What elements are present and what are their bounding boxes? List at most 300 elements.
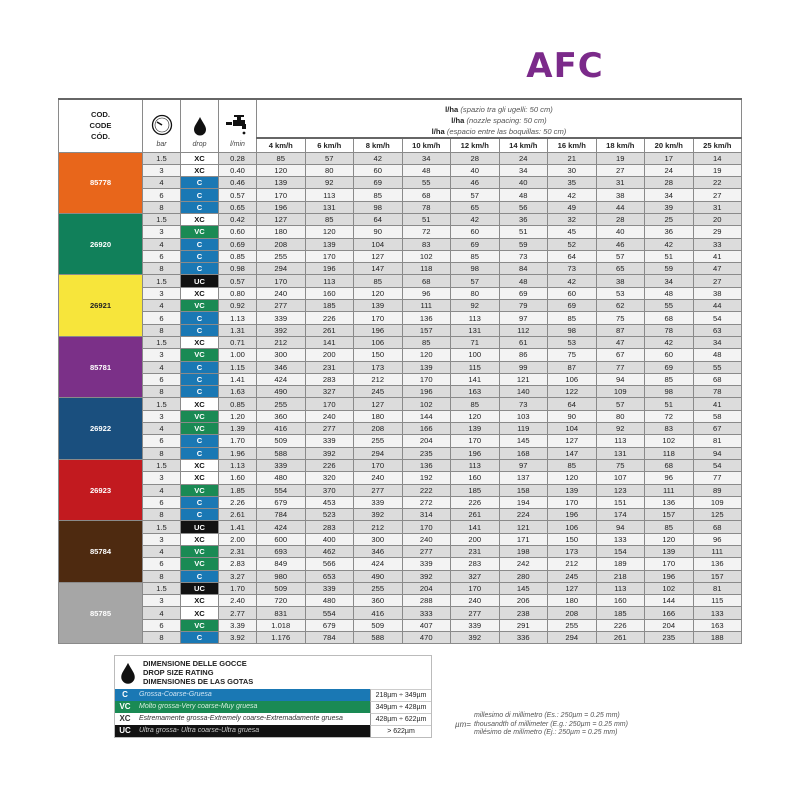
lha-value-cell: 294 [548,632,597,644]
lha-value-cell: 849 [257,558,306,570]
lha-unit: l/ha [451,116,465,125]
lha-value-cell: 58 [693,410,742,422]
flow-rate-cell: 1.00 [219,349,257,361]
pressure-cell: 4 [143,177,181,189]
lha-value-cell: 679 [257,496,306,508]
lha-value-cell: 170 [354,312,403,324]
lha-value-cell: 53 [596,287,645,299]
code-label-en: CODE [89,121,112,131]
lha-value-cell: 147 [548,447,597,459]
lha-value-cell: 25 [645,213,694,225]
flow-rate-cell: 2.31 [219,546,257,558]
table-row [59,312,742,324]
lha-value-cell: 170 [451,582,500,594]
drop-size-badge: VC [181,423,219,435]
pressure-cell: 1.5 [143,152,181,164]
lha-value-cell: 30 [548,164,597,176]
table-row [59,447,742,459]
lha-value-cell: 226 [596,619,645,631]
pressure-cell: 1.5 [143,459,181,471]
micron-note-it: millesimo di millimetro (Es.: 250µm = 0.25 mm) [473,712,620,719]
lha-value-cell: 67 [693,423,742,435]
flow-rate-cell: 1.13 [219,312,257,324]
lha-value-cell: 69 [548,300,597,312]
lha-value-cell: 69 [354,177,403,189]
micron-note [455,712,628,738]
lha-value-cell: 103 [499,410,548,422]
lha-value-cell: 59 [499,238,548,250]
lha-value-cell: 83 [402,238,451,250]
water-tap-icon [225,114,251,136]
lha-value-cell: 38 [596,189,645,201]
lha-value-cell: 208 [354,423,403,435]
flow-rate-cell: 2.00 [219,533,257,545]
nozzle-code-cell: 26921 [59,275,143,336]
lha-value-cell: 57 [596,250,645,262]
lha-value-cell: 118 [645,447,694,459]
lha-value-cell: 261 [305,324,354,336]
drop-size-badge: C [181,435,219,447]
lha-value-cell: 170 [451,435,500,447]
flow-rate-cell: 3.92 [219,632,257,644]
drop-size-badge: C [181,447,219,459]
drop-size-legend [114,655,432,738]
lha-value-cell: 48 [402,164,451,176]
lha-value-cell: 185 [596,607,645,619]
lha-value-cell: 277 [305,423,354,435]
micron-symbol: µm= [455,720,471,730]
drop-size-badge: XC [181,472,219,484]
lha-value-cell: 97 [499,312,548,324]
pressure-cell: 4 [143,238,181,250]
lha-value-cell: 36 [645,226,694,238]
lha-value-cell: 119 [499,423,548,435]
code-column-header [59,99,143,152]
lha-value-cell: 238 [499,607,548,619]
lha-value-cell: 85 [548,459,597,471]
table-row [59,201,742,213]
lha-value-cell: 79 [499,300,548,312]
table-row [59,275,742,287]
lha-value-cell: 327 [451,570,500,582]
lha-value-cell: 113 [451,459,500,471]
lha-value-cell: 133 [693,607,742,619]
table-row [59,484,742,496]
lha-value-cell: 111 [402,300,451,312]
lha-value-cell: 39 [645,201,694,213]
lha-value-cell: 120 [645,533,694,545]
lha-value-cell: 67 [596,349,645,361]
lha-value-cell: 46 [596,238,645,250]
legend-code: C [122,690,128,699]
lha-value-cell: 94 [596,521,645,533]
lha-value-cell: 240 [257,287,306,299]
lha-value-cell: 27 [693,189,742,201]
lha-value-cell: 261 [451,509,500,521]
lha-value-cell: 38 [596,275,645,287]
pressure-cell: 4 [143,300,181,312]
lha-value-cell: 21 [548,152,597,164]
lha-value-cell: 120 [354,287,403,299]
lha-value-cell: 131 [305,201,354,213]
lha-value-cell: 125 [693,509,742,521]
drop-size-badge: C [181,509,219,521]
lha-value-cell: 38 [693,287,742,299]
flow-rate-cell: 0.98 [219,263,257,275]
table-row [59,164,742,176]
lha-value-cell: 113 [305,189,354,201]
lha-value-cell: 29 [693,226,742,238]
table-row [59,287,742,299]
flow-rate-cell: 0.69 [219,238,257,250]
lha-value-cell: 85 [402,336,451,348]
lha-value-cell: 160 [305,287,354,299]
lha-value-cell: 141 [451,373,500,385]
lha-value-cell: 720 [257,595,306,607]
lha-value-cell: 113 [596,582,645,594]
lha-value-cell: 118 [402,263,451,275]
lha-value-cell: 97 [499,459,548,471]
lha-value-cell: 566 [305,558,354,570]
flow-rate-cell: 2.26 [219,496,257,508]
table-row [59,336,742,348]
lha-value-cell: 42 [645,336,694,348]
lha-note-es: (espacio entre las boquillas: 50 cm) [446,127,567,136]
lha-value-cell: 34 [645,189,694,201]
speed-column-header: 4 km/h [257,138,306,152]
lha-value-cell: 109 [693,496,742,508]
drop-size-badge: C [181,324,219,336]
lha-value-cell: 157 [402,324,451,336]
lha-value-cell: 136 [402,459,451,471]
lha-value-cell: 57 [451,189,500,201]
lha-value-cell: 44 [693,300,742,312]
table-row [59,582,742,594]
lha-note-en: (nozzle spacing: 50 cm) [466,116,547,125]
lha-value-cell: 84 [499,263,548,275]
lha-value-cell: 327 [305,386,354,398]
legend-range: 218µm ÷ 349µm [370,689,431,701]
lha-value-cell: 127 [548,435,597,447]
legend-range: 349µm ÷ 428µm [370,701,431,713]
table-row [59,472,742,484]
drop-size-badge: C [181,189,219,201]
lha-value-cell: 392 [257,324,306,336]
lha-value-cell: 48 [499,275,548,287]
drop-size-badge: UC [181,521,219,533]
lha-value-cell: 480 [257,472,306,484]
micron-note-es: milésimo de milímetro (Ej.: 250µm = 0.25 mm) [473,729,618,736]
pressure-cell: 8 [143,447,181,459]
pressure-cell: 6 [143,496,181,508]
lha-value-cell: 196 [548,509,597,521]
lha-value-cell: 127 [548,582,597,594]
lha-value-cell: 59 [645,263,694,275]
lha-value-cell: 49 [548,201,597,213]
lha-value-cell: 112 [499,324,548,336]
lha-value-cell: 72 [402,226,451,238]
lha-value-cell: 75 [548,349,597,361]
lha-value-cell: 218 [596,570,645,582]
lha-value-cell: 87 [596,324,645,336]
lha-value-cell: 255 [257,398,306,410]
lha-value-cell: 85 [354,275,403,287]
lha-value-cell: 96 [693,533,742,545]
lha-value-cell: 163 [693,619,742,631]
pressure-cell: 1.5 [143,275,181,287]
drop-size-badge: C [181,201,219,213]
lha-value-cell: 42 [645,238,694,250]
speed-column-header: 10 km/h [402,138,451,152]
legend-range: > 622µm [370,725,431,737]
lha-value-cell: 206 [499,595,548,607]
lha-value-cell: 54 [693,459,742,471]
lha-value-cell: 17 [645,152,694,164]
drop-size-badge: C [181,361,219,373]
lha-value-cell: 416 [354,607,403,619]
lha-value-cell: 33 [693,238,742,250]
lha-value-cell: 407 [402,619,451,631]
drop-size-badge: XC [181,607,219,619]
lha-value-cell: 115 [693,595,742,607]
legend-header [115,656,431,689]
pressure-cell: 8 [143,509,181,521]
lha-value-cell: 57 [305,152,354,164]
lha-value-cell: 157 [645,509,694,521]
drop-size-badge: XC [181,459,219,471]
flow-rate-cell: 0.85 [219,250,257,262]
flow-rate-cell: 2.77 [219,607,257,619]
nozzle-code-cell: 26922 [59,398,143,459]
drop-size-badge: XC [181,213,219,225]
lha-value-cell: 80 [596,410,645,422]
lha-value-cell: 28 [645,177,694,189]
pressure-cell: 8 [143,201,181,213]
lha-value-cell: 231 [305,361,354,373]
lha-value-cell: 42 [548,275,597,287]
lha-value-cell: 139 [402,361,451,373]
table-row [59,533,742,545]
lha-value-cell: 78 [402,201,451,213]
lha-value-cell: 360 [354,595,403,607]
lha-value-cell: 240 [305,410,354,422]
lha-value-cell: 139 [645,546,694,558]
drop-size-badge: VC [181,349,219,361]
lha-value-cell: 51 [645,250,694,262]
lha-value-cell: 85 [451,398,500,410]
lha-value-cell: 255 [257,250,306,262]
lha-value-cell: 96 [645,472,694,484]
lha-value-cell: 416 [257,423,306,435]
legend-code: UC [119,726,131,735]
lha-value-cell: 200 [305,349,354,361]
lha-value-cell: 150 [354,349,403,361]
table-row [59,632,742,644]
lha-value-cell: 188 [693,632,742,644]
lha-value-cell: 212 [354,373,403,385]
lha-value-cell: 554 [257,484,306,496]
lha-value-cell: 196 [645,570,694,582]
lha-value-cell: 131 [596,447,645,459]
lha-value-cell: 102 [645,435,694,447]
pressure-cell: 1.5 [143,398,181,410]
lha-value-cell: 75 [596,459,645,471]
flow-rate-cell: 1.85 [219,484,257,496]
lha-value-cell: 158 [499,484,548,496]
lha-value-cell: 339 [354,496,403,508]
drop-size-badge: C [181,570,219,582]
lha-value-cell: 300 [354,533,403,545]
lha-value-cell: 283 [305,373,354,385]
lha-value-cell: 36 [499,213,548,225]
lha-value-cell: 121 [499,373,548,385]
lha-value-cell: 94 [693,447,742,459]
lha-value-cell: 121 [499,521,548,533]
flow-rate-cell: 2.61 [219,509,257,521]
lha-value-cell: 96 [402,287,451,299]
drop-size-badge: XC [181,287,219,299]
lha-value-cell: 204 [402,435,451,447]
table-row [59,324,742,336]
lha-value-cell: 94 [596,373,645,385]
lha-value-cell: 68 [402,275,451,287]
lha-value-cell: 392 [451,632,500,644]
flow-column-header [219,99,257,152]
pressure-cell: 3 [143,164,181,176]
flow-rate-cell: 1.13 [219,459,257,471]
lha-value-cell: 145 [499,582,548,594]
lha-value-cell: 99 [499,361,548,373]
drop-size-badge: VC [181,558,219,570]
legend-desc: Molto grossa-Very coarse-Muy gruesa [139,703,258,710]
lha-value-cell: 122 [548,386,597,398]
lha-value-cell: 90 [548,410,597,422]
lha-value-cell: 55 [693,361,742,373]
lha-value-cell: 400 [305,533,354,545]
lha-value-cell: 127 [354,398,403,410]
lha-value-cell: 170 [305,398,354,410]
lha-value-cell: 226 [305,312,354,324]
flow-rate-cell: 1.39 [219,423,257,435]
lha-value-cell: 85 [257,152,306,164]
lha-value-cell: 51 [402,213,451,225]
pressure-cell: 4 [143,423,181,435]
lha-value-cell: 48 [645,287,694,299]
lha-value-cell: 133 [596,533,645,545]
lha-value-cell: 120 [548,472,597,484]
lha-value-cell: 173 [548,546,597,558]
drop-size-badge: C [181,496,219,508]
pressure-cell: 6 [143,373,181,385]
lha-value-cell: 139 [548,484,597,496]
lha-value-cell: 60 [645,349,694,361]
lha-value-cell: 131 [451,324,500,336]
lha-value-cell: 90 [354,226,403,238]
table-row [59,398,742,410]
speed-column-header: 16 km/h [548,138,597,152]
lha-value-cell: 73 [499,398,548,410]
lha-value-cell: 42 [548,189,597,201]
lha-value-cell: 85 [451,250,500,262]
lha-value-cell: 64 [354,213,403,225]
lha-value-cell: 27 [596,164,645,176]
flow-rate-cell: 1.70 [219,582,257,594]
nozzle-code-cell: 85784 [59,521,143,582]
flow-rate-cell: 1.15 [219,361,257,373]
drop-size-badge: UC [181,275,219,287]
lha-value-cell: 47 [596,336,645,348]
lha-value-cell: 314 [402,509,451,521]
lha-value-cell: 73 [548,263,597,275]
lha-value-cell: 170 [257,189,306,201]
flow-label: l/min [230,140,245,148]
flow-rate-cell: 0.28 [219,152,257,164]
lha-value-cell: 245 [548,570,597,582]
speed-column-header: 6 km/h [305,138,354,152]
lha-unit: l/ha [445,105,459,114]
lha-value-cell: 104 [354,238,403,250]
lha-value-cell: 19 [693,164,742,176]
lha-value-cell: 64 [548,250,597,262]
lha-value-cell: 68 [402,189,451,201]
pressure-cell: 3 [143,595,181,607]
lha-value-cell: 784 [257,509,306,521]
lha-value-cell: 57 [596,398,645,410]
pressure-cell: 4 [143,607,181,619]
drop-size-badge: XC [181,595,219,607]
lha-value-cell: 150 [548,533,597,545]
lha-value-cell: 85 [354,189,403,201]
lha-value-cell: 75 [596,312,645,324]
flow-rate-cell: 0.57 [219,275,257,287]
code-label-it: COD. [91,110,110,120]
flow-rate-cell: 0.71 [219,336,257,348]
lha-value-cell: 147 [354,263,403,275]
lha-value-cell: 163 [451,386,500,398]
lha-value-cell: 196 [305,263,354,275]
lha-value-cell: 136 [402,312,451,324]
lha-value-cell: 71 [451,336,500,348]
lha-value-cell: 333 [402,607,451,619]
lha-value-cell: 40 [451,164,500,176]
lha-value-cell: 92 [596,423,645,435]
lha-value-cell: 240 [402,533,451,545]
lha-value-cell: 55 [645,300,694,312]
table-row [59,373,742,385]
lha-value-cell: 261 [596,632,645,644]
speed-column-header: 12 km/h [451,138,500,152]
pressure-cell: 3 [143,472,181,484]
lha-value-cell: 68 [645,312,694,324]
lha-value-cell: 180 [548,595,597,607]
lha-value-cell: 92 [451,300,500,312]
drop-size-badge: UC [181,582,219,594]
lha-value-cell: 157 [693,570,742,582]
lha-value-cell: 180 [354,410,403,422]
lha-value-cell: 196 [402,386,451,398]
drop-label: drop [192,140,207,148]
legend-range: 428µm ÷ 622µm [370,713,431,725]
lha-value-cell: 370 [305,484,354,496]
table-row [59,226,742,238]
lha-value-cell: 240 [354,472,403,484]
pressure-cell: 6 [143,558,181,570]
lha-value-cell: 173 [354,361,403,373]
lha-value-cell: 170 [354,459,403,471]
pressure-cell: 1.5 [143,521,181,533]
drop-size-badge: VC [181,410,219,422]
lha-value-cell: 204 [402,582,451,594]
